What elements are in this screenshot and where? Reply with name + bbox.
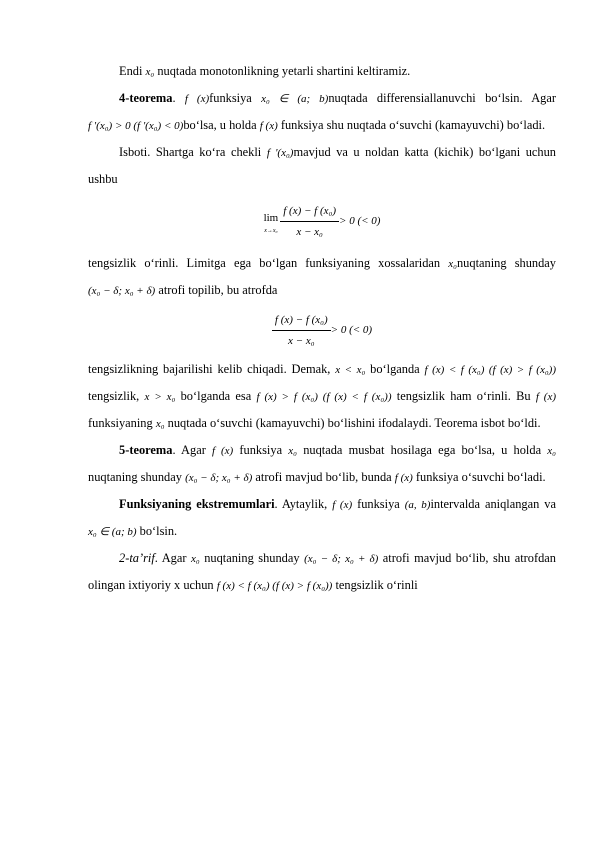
- numerator: f (x) − f (x₀): [272, 310, 331, 331]
- document-body: [88, 58, 556, 599]
- math-fx: f (x): [184, 93, 210, 105]
- theorem-4: [88, 85, 556, 139]
- text: bo‘lsin.: [136, 524, 178, 538]
- text: bo‘lganda esa: [175, 389, 257, 403]
- text: funksiya: [209, 91, 262, 105]
- math-x0: x₀: [145, 66, 155, 78]
- theorem-5-title: 5-teorema: [119, 443, 173, 457]
- math-x0: x₀: [155, 418, 165, 430]
- math-neighborhood: (x₀ − δ; x₀ + δ): [304, 553, 379, 565]
- text: nuqtaning shunday: [88, 470, 186, 484]
- extremum-section-title: Funksiyaning ekstremumlari: [119, 497, 275, 511]
- math-x0: x₀: [547, 445, 556, 457]
- definition-2: [88, 545, 556, 599]
- extremum-section: [88, 491, 556, 545]
- text: funksiyaning: [88, 416, 156, 430]
- math-x0: x₀: [190, 553, 200, 565]
- text: atrofi mavjud bo‘lib, shu atrofdan olingan ixtiyoriy x uchun: [88, 551, 556, 592]
- text: nuqtada differensiallanuvchi bo‘lsin. Agar: [328, 91, 557, 105]
- math-neighborhood: (x₀ − δ; x₀ + δ): [88, 285, 156, 297]
- text: tengsizlik o‘rinli. Limitga ega bo‘lgan funksiyaning xossalaridan: [88, 256, 449, 270]
- math-x-greater-x0: x > x₀: [144, 391, 176, 403]
- numerator: f (x) − f (x₀): [280, 201, 339, 222]
- math-fx: f (x): [212, 445, 234, 457]
- limit-property-paragraph: [88, 250, 556, 304]
- math-fx: f (x): [332, 499, 353, 511]
- text: nuqtada monotonlikning yetarli shartini keltiramiz.: [154, 64, 411, 78]
- text: tengsizlik,: [88, 389, 145, 403]
- text: tengsizlik ham o‘rinli. Bu: [391, 389, 536, 403]
- math-inequality: f (x) < f (x₀) (f (x) > f (x₀)): [216, 580, 333, 592]
- text: funksiya o‘suvchi bo‘ladi.: [412, 470, 546, 484]
- definition-2-title: 2-ta’rif: [119, 551, 155, 565]
- text: . Aytaylik,: [274, 497, 333, 511]
- fraction: [272, 310, 331, 351]
- math-neighborhood: (x₀ − δ; x₀ + δ): [185, 472, 253, 484]
- text: nuqtada o‘suvchi (kamayuvchi) bo‘lishini ifodalaydi. Teorema isbot bo‘ldi.: [164, 416, 541, 430]
- text: funksiya shu nuqtada o‘suvchi (kamayuvchi) bo‘ladi.: [277, 118, 546, 132]
- text: intervalda aniqlangan va: [430, 497, 556, 511]
- intro-paragraph: [88, 58, 556, 85]
- math-fx: f (x): [535, 391, 556, 403]
- math-inequality-1: f (x) < f (x₀) (f (x) > f (x₀)): [424, 364, 556, 376]
- text: tengsizlik o‘rinli: [332, 578, 418, 592]
- text: nuqtaning shunday: [199, 551, 305, 565]
- text: atrofi topilib, bu atrofda: [155, 283, 278, 297]
- text: atrofi mavjud bo‘lib, bunda: [252, 470, 395, 484]
- text: nuqtada musbat hosilaga ega bo‘lsa, u holda: [297, 443, 548, 457]
- text: mavjud va u noldan katta (kichik) bo‘lgani uchun ushbu: [88, 145, 556, 186]
- text: . Agar: [154, 551, 191, 565]
- math-inequality-2: f (x) > f (x₀) (f (x) < f (x₀)): [256, 391, 392, 403]
- proof-paragraph: [88, 139, 556, 192]
- math-interval-ab: (a, b): [404, 499, 431, 511]
- lim-subscript: x→x₀: [264, 228, 278, 234]
- text: Endi: [119, 64, 146, 78]
- math-x0-in-ab: x₀ ∈ (a; b): [88, 526, 137, 538]
- denominator: x − x₀: [288, 334, 315, 347]
- denominator: x − x₀: [296, 225, 323, 238]
- math-x-less-x0: x < x₀: [335, 364, 366, 376]
- inequality-rhs: > 0 (< 0): [330, 324, 373, 336]
- fraction: [280, 201, 339, 242]
- theorem-4-title: 4-teorema: [119, 91, 173, 105]
- math-derivative-condition: f '(x₀) > 0 (f '(x₀) < 0): [88, 120, 184, 132]
- text: funksiya: [352, 497, 405, 511]
- text: bo‘lsa, u holda: [183, 118, 260, 132]
- text: .: [172, 91, 185, 105]
- text: funksiya: [233, 443, 289, 457]
- difference-quotient-formula: [88, 304, 556, 356]
- text: nuqtaning shunday: [456, 256, 556, 270]
- text: . Agar: [172, 443, 213, 457]
- text: tengsizlikning bajarilishi kelib chiqadi. Demak,: [88, 362, 336, 376]
- math-x0-in-ab: x₀ ∈ (a; b): [261, 93, 329, 105]
- math-fx: f (x): [394, 472, 413, 484]
- math-x0: x₀: [448, 258, 457, 270]
- math-derivative: f '(x₀): [266, 147, 294, 159]
- limit-formula: [88, 192, 556, 250]
- text: bo‘lganda: [365, 362, 425, 376]
- text: Isboti. Shartga ko‘ra chekli: [119, 145, 267, 159]
- math-fx: f (x): [259, 120, 278, 132]
- lim-label: lim: [263, 212, 279, 224]
- limit-operator: [264, 208, 279, 234]
- conclusion-paragraph: [88, 356, 556, 437]
- inequality-rhs: > 0 (< 0): [339, 215, 381, 227]
- math-x0: x₀: [288, 445, 297, 457]
- theorem-5: [88, 437, 556, 491]
